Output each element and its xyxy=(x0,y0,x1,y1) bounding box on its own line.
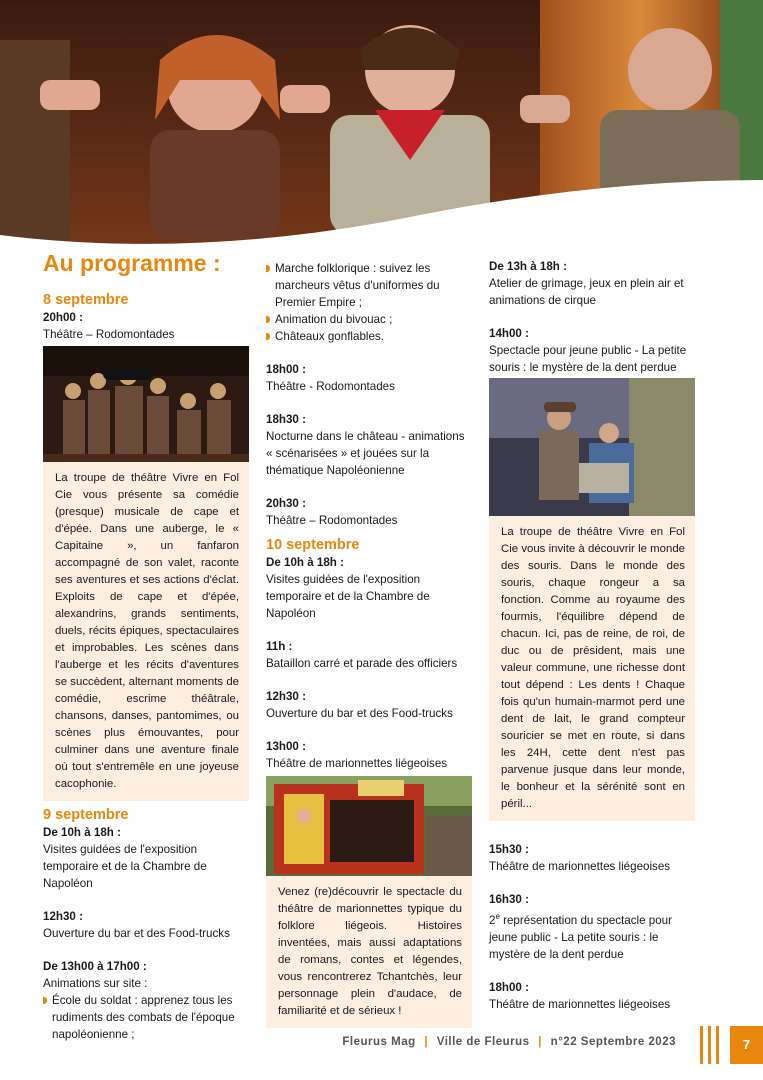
page-number: 7 xyxy=(730,1026,763,1064)
time-label: 13h00 : xyxy=(266,740,306,753)
time-label: 18h00 : xyxy=(266,363,306,376)
time-label: 12h30 : xyxy=(266,690,306,703)
time-label: 18h00 : xyxy=(489,980,529,994)
hero-photo xyxy=(0,0,763,270)
time-label: De 13h à 18h : xyxy=(489,260,567,273)
date-heading: 9 septembre xyxy=(43,807,129,823)
bullet-item: Marche folklorique : suivez les marcheurs vêtus d'uniformes du Premier Empire ; xyxy=(266,260,472,311)
event-text: Atelier de grimage, jeux en plein air et animations de cirque xyxy=(489,277,684,307)
event-text: Ouverture du bar et des Food-trucks xyxy=(266,707,453,720)
description-box: Venez (re)découvrir le spectacle du théâtre de marionnettes typique du folklore liégeois. Histoires inventées, mais aussi adaptations de romans, contes et légendes, vous rencontrerez Tchantchès, leur personnage plein d'audace, de familiarité et de sérieux ! xyxy=(266,876,472,1028)
event-text: Théâtre – Rodomontades xyxy=(266,514,398,527)
page-footer xyxy=(0,1024,763,1080)
time-label: 11h : xyxy=(266,640,293,653)
event-text: Bataillon carré et parade des officiers xyxy=(266,657,458,670)
bullet-item: Animation du bivouac ; xyxy=(266,311,472,328)
separator: | xyxy=(424,1036,429,1048)
event-text: Théâtre de marionnettes liégeoises xyxy=(489,997,671,1011)
event-text: Visites guidées de l'exposition temporaire et de la Chambre de Napoléon xyxy=(43,843,207,890)
city-name: Ville de Fleurus xyxy=(436,1036,530,1048)
separator: | xyxy=(538,1036,542,1048)
bullet-item: École du soldat : apprenez tous les rudiments des combats de l'époque napoléonienne ; xyxy=(43,992,249,1043)
event-text: Animations sur site : xyxy=(43,977,148,990)
event-text: Théâtre de marionnettes liégeoises xyxy=(266,757,448,770)
event-text: Théâtre - Rodomontades xyxy=(266,380,395,393)
program-column-2 xyxy=(266,260,472,1028)
footer-decoration xyxy=(697,1026,727,1064)
footer-credits xyxy=(342,1036,676,1048)
puppet-theatre-photo xyxy=(266,776,472,876)
time-label: 20h30 : xyxy=(266,497,306,510)
time-label: De 10h à 18h : xyxy=(43,826,121,839)
event-text: Ouverture du bar et des Food-trucks xyxy=(43,927,230,940)
time-label: 20h00 : xyxy=(43,311,83,324)
event-text: Théâtre – Rodomontades xyxy=(43,328,175,341)
event-text: Visites guidées de l'exposition temporaire et de la Chambre de Napoléon xyxy=(266,573,430,620)
program-column-1 xyxy=(43,292,249,1043)
theatre-troupe-photo xyxy=(43,346,249,462)
date-heading: 10 septembre xyxy=(266,537,360,553)
date-heading: 8 septembre xyxy=(43,292,129,308)
time-label: 18h30 : xyxy=(266,413,306,426)
page-title: Au programme : xyxy=(43,250,221,276)
time-label: De 10h à 18h : xyxy=(266,556,344,569)
bullet-item: Châteaux gonflables. xyxy=(266,328,472,345)
program-column-3 xyxy=(489,258,695,1013)
time-label: 12h30 : xyxy=(43,910,83,923)
time-label: 16h30 : xyxy=(489,893,529,906)
issue-info: n°22 Septembre 2023 xyxy=(550,1036,676,1048)
magazine-name: Fleurus Mag xyxy=(342,1036,416,1048)
time-label: 15h30 : xyxy=(489,843,529,856)
time-label: De 13h00 à 17h00 : xyxy=(43,960,147,973)
event-text: Spectacle pour jeune public - La petite souris : le mystère de la dent perdue xyxy=(489,344,687,374)
time-label: 14h00 : xyxy=(489,327,529,340)
event-text: 2e représentation du spectacle pour jeune public - La petite souris : le mystère de la dent perdue xyxy=(489,912,672,961)
little-mouse-show-photo xyxy=(489,378,695,516)
description-box: La troupe de théâtre Vivre en Fol Cie vous invite à découvrir le monde des souris. Dans le monde des souris, chaque rongeur a sa fonction. Comme au royaume des fourmis, l'équilibre dépend de chacun. Ici, pas de reine, de roi, de duc ou de président, mais une valeur commune, une richesse dont tout dépend : Les dents ! Chaque fois qu'un humain-marmot perd une dent de lait, le grand compteur souricier se met en route, si dans les 24H, cette dent n'est pas parvenue jusque dans leur monde, le bonheur et la sérénité sont en péril... xyxy=(489,516,695,821)
description-box: La troupe de théâtre Vivre en Fol Cie vous présente sa comédie (presque) musicale de cape et d'épée. Dans une auberge, le « Capitaine », un fanfaron accompagné de son valet, raconte ses aventures et ses actions d'éclat. Exploits de cape et d'épée, alexandrins, grands sentiments, duels, récits épiques, spectaculaires et improbables. Les scènes dans l'auberge et les récits d'aventures se succèdent, alternant moments de comédie, escrime théâtrale, chansons, danses, pantomimes, ou scènes plus émouvantes, pour culminer dans une aventure finale où tout s'entremêle en une joyeuse cacophonie. xyxy=(43,462,249,801)
event-text: Théâtre de marionnettes liégeoises xyxy=(489,860,671,873)
event-text: Nocturne dans le château - animations « scénarisées » et jouées sur la thématique Napoléonienne xyxy=(266,430,465,477)
